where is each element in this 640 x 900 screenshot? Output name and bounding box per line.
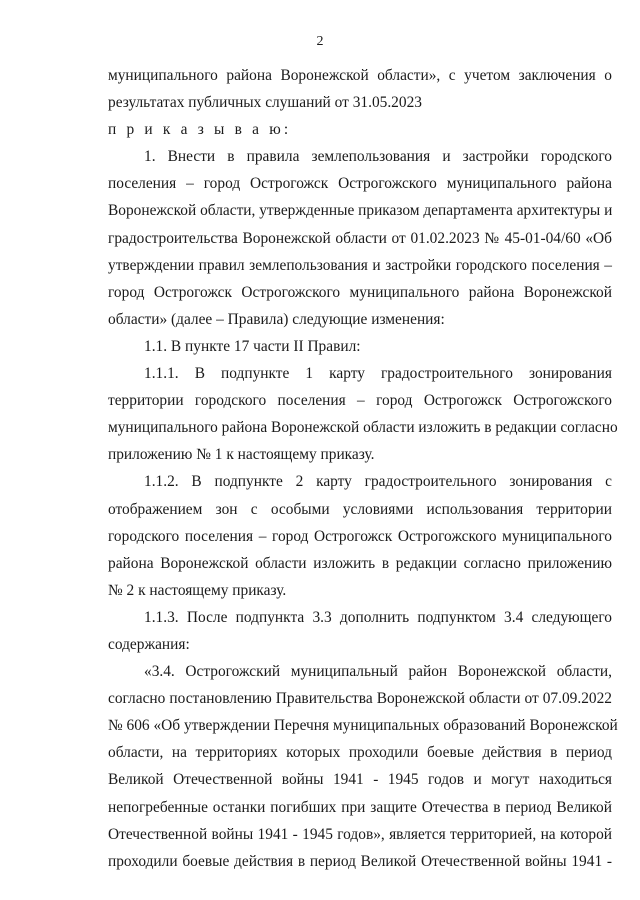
text-line: приложению № 1 к настоящему приказу.: [108, 446, 375, 464]
text-line: Отечественной войны 1941 - 1945 годов», является территорией, на которой: [108, 825, 612, 843]
text-line: муниципального района Воронежской области изложить в редакции согласно: [108, 419, 618, 437]
text-line: территории городского поселения – город Острогожск Острогожского: [108, 392, 612, 410]
text-line: муниципального района Воронежской области», с учетом заключения о: [108, 67, 612, 84]
text-line: городского поселения – город Острогожск Острогожского муниципального: [108, 527, 612, 545]
paragraph-start: 1. Внести в правила землепользования и застройки городского: [144, 148, 612, 166]
text-line: градостроительства Воронежской области от 01.02.2023 № 45-01-04/60 «Об: [108, 229, 612, 247]
order-keyword: п р и к а з ы в а ю:: [108, 121, 292, 139]
paragraph-start: 1.1.2. В подпункте 2 карту градостроительного зонирования с: [144, 473, 612, 491]
paragraph-start: 1.1. В пункте 17 части II Правил:: [144, 337, 361, 355]
text-line: утверждении правил землепользования и застройки городского поселения –: [108, 256, 612, 274]
text-line: Воронежской области, утвержденные приказом департамента архитектуры и: [108, 202, 613, 220]
document-body: [108, 62, 618, 875]
text-line: согласно постановлению Правительства Воронежской области от 07.09.2022: [108, 690, 612, 708]
text-line: № 2 к настоящему приказу.: [108, 581, 287, 599]
text-line: город Острогожск Острогожского муниципального района Воронежской: [108, 283, 612, 301]
text-line: № 606 «Об утверждении Перечня муниципальных образований Воронежской: [108, 717, 618, 735]
text-line: содержания:: [108, 635, 190, 653]
text-line: области, на территориях которых проходили боевые действия в период: [108, 744, 612, 762]
text-line: поселения – город Острогожск Острогожского муниципального района: [108, 175, 612, 193]
text-line: Великой Отечественной войны 1941 - 1945 годов и могут находиться: [108, 771, 612, 789]
text-line: района Воронежской области изложить в редакции согласно приложению: [108, 554, 612, 572]
text-line: результатах публичных слушаний от 31.05.2023: [108, 94, 422, 112]
paragraph-start: «3.4. Острогожский муниципальный район Воронежской области,: [144, 663, 612, 681]
paragraph-start: 1.1.1. В подпункте 1 карту градостроительного зонирования: [144, 365, 612, 383]
text-line: области» (далее – Правила) следующие изменения:: [108, 310, 445, 328]
text-line: непогребенные останки погибших при защите Отечества в период Великой: [108, 798, 612, 816]
paragraph-start: 1.1.3. После подпункта 3.3 дополнить подпунктом 3.4 следующего: [144, 608, 612, 626]
text-line: отображением зон с особыми условиями использования территории: [108, 500, 612, 518]
text-line: проходили боевые действия в период Великой Отечественной войны 1941 -: [108, 852, 612, 870]
page-number: 2: [316, 34, 324, 49]
